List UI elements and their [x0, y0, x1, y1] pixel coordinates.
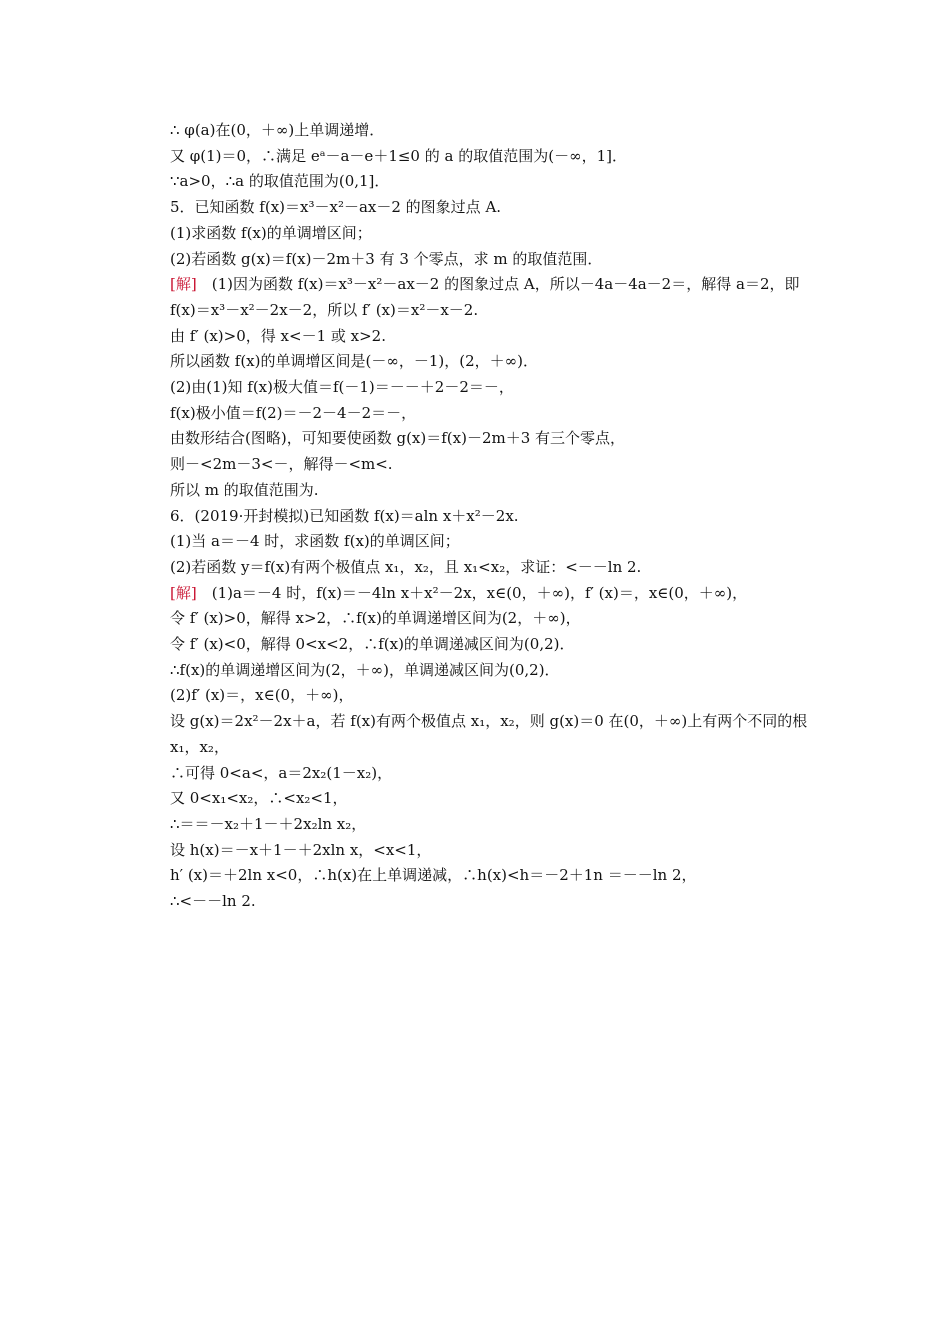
text-line — [136, 658, 816, 684]
line-text: (2)若函数 y＝f(x)有两个极值点 x₁，x₂，且 x₁<x₂，求证：<－－ln 2. — [170, 557, 642, 576]
line-text: 令 f′ (x)>0，解得 x>2，∴f(x)的单调递增区间为(2，＋∞)， — [170, 609, 581, 628]
line-text: ∵a>0，∴a 的取值范围为(0,1]． — [170, 172, 390, 191]
text-line — [136, 863, 816, 889]
line-text: 所以函数 f(x)的单调增区间是(－∞，－1)，(2，＋∞)． — [170, 352, 538, 371]
text-line — [136, 478, 816, 504]
text-line — [136, 221, 816, 247]
line-text: (2)若函数 g(x)＝f(x)－2m＋3 有 3 个零点，求 m 的取值范围． — [170, 249, 603, 268]
line-text: (1)当 a＝－4 时，求函数 f(x)的单调区间； — [170, 532, 460, 551]
line-text: (2)f′ (x)＝，x∈(0，＋∞)， — [170, 686, 354, 705]
line-text: 则－<2m－3<－，解得－<m<. — [170, 455, 393, 474]
text-line — [136, 272, 816, 323]
line-text: h′ (x)＝＋2ln x<0，∴h(x)在上单调递减，∴h(x)<h＝－2＋1n ＝－－ln 2， — [170, 866, 697, 885]
line-text: 6．(2019·开封模拟)已知函数 f(x)＝aln x＋x²－2x. — [170, 506, 519, 525]
text-line — [136, 426, 816, 452]
text-line — [136, 632, 816, 658]
line-text: ∴＝＝－x₂＋1－＋2x₂ln x₂， — [170, 814, 367, 833]
line-text: ∴ φ(a)在(0，＋∞)上单调递增． — [170, 121, 385, 139]
line-text: ∴<－－ln 2. — [170, 892, 256, 911]
line-text: 由 f′ (x)>0，得 x<－1 或 x>2. — [170, 326, 386, 345]
solution-tag: [解] — [170, 275, 197, 294]
text-line — [136, 529, 816, 555]
solution-text — [136, 118, 816, 915]
text-line — [136, 786, 816, 812]
text-line — [136, 324, 816, 350]
text-line — [136, 401, 816, 427]
line-text: 设 g(x)＝2x²－2x＋a，若 f(x)有两个极值点 x₁，x₂，则 g(x)＝0 在(0，＋∞)上有两个不同的根 x₁，x₂， — [170, 712, 808, 756]
text-line — [136, 349, 816, 375]
text-line — [136, 606, 816, 632]
line-text: 又 φ(1)＝0，∴满足 eᵃ－a－e＋1≤0 的 a 的取值范围为(－∞，1]． — [170, 146, 627, 165]
line-text: (1)a＝－4 时，f(x)＝－4ln x＋x²－2x，x∈(0，＋∞)，f′ (x)＝，x∈(0，＋∞)， — [196, 583, 748, 602]
text-line — [136, 195, 816, 221]
line-text: 又 0<x₁<x₂，∴<x₂<1， — [170, 789, 348, 808]
text-line — [136, 118, 816, 144]
text-line — [136, 761, 816, 787]
text-line — [136, 144, 816, 170]
line-text: ∴可得 0<a<，a＝2x₂(1－x₂)， — [170, 763, 393, 782]
solution-tag: [解] — [170, 583, 197, 602]
line-text: 由数形结合(图略)，可知要使函数 g(x)＝f(x)－2m＋3 有三个零点， — [170, 429, 626, 448]
text-line — [136, 504, 816, 530]
line-text: ∴f(x)的单调递增区间为(2，＋∞)，单调递减区间为(0,2)． — [170, 660, 560, 679]
text-line — [136, 555, 816, 581]
text-line — [136, 169, 816, 195]
text-line — [136, 452, 816, 478]
text-line — [136, 812, 816, 838]
text-line — [136, 683, 816, 709]
line-text: 所以 m 的取值范围为. — [170, 480, 319, 499]
line-text: 令 f′ (x)<0，解得 0<x<2，∴f(x)的单调递减区间为(0,2)． — [170, 635, 575, 654]
line-text: f(x)极小值＝f(2)＝－2－4－2＝－， — [170, 403, 417, 422]
text-line — [136, 375, 816, 401]
line-text: (1)因为函数 f(x)＝x³－x²－ax－2 的图象过点 A，所以－4a－4a－2＝，解得 a＝2，即 f(x)＝x³－x²－2x－2，所以 f′ (x)＝x²－x－2. — [170, 275, 800, 319]
text-line — [136, 581, 816, 607]
text-line — [136, 709, 816, 760]
text-line — [136, 247, 816, 273]
text-line — [136, 889, 816, 915]
line-text: 5．已知函数 f(x)＝x³－x²－ax－2 的图象过点 A. — [170, 198, 502, 217]
line-text: (1)求函数 f(x)的单调增区间； — [170, 223, 372, 242]
line-text: 设 h(x)＝－x＋1－＋2xln x，<x<1， — [170, 840, 432, 859]
text-line — [136, 838, 816, 864]
line-text: (2)由(1)知 f(x)极大值＝f(－1)＝－－＋2－2＝－， — [170, 378, 514, 397]
